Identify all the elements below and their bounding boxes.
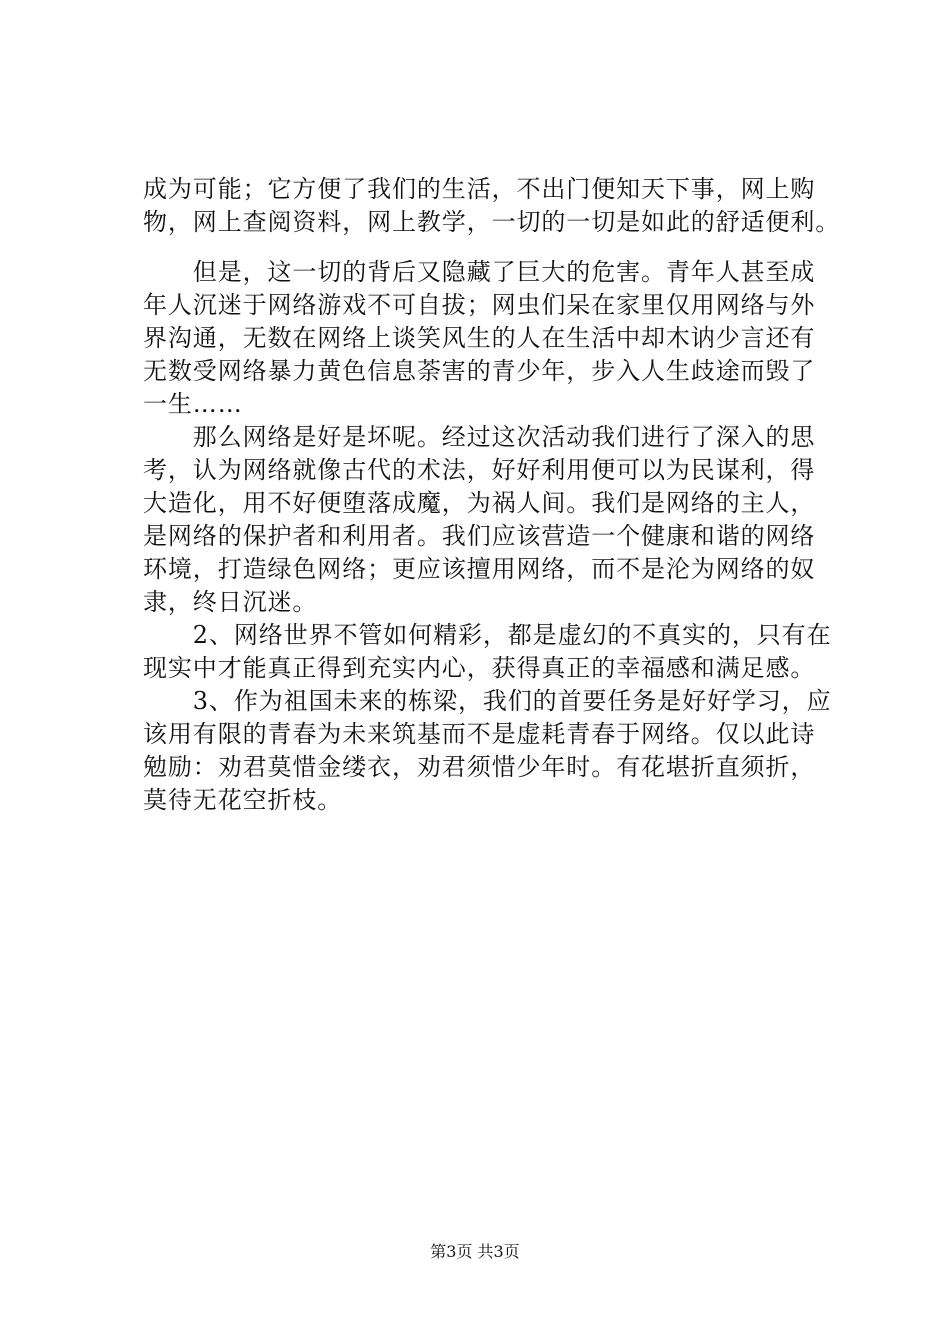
paragraph-gap: [143, 239, 843, 256]
text-line: 一生……: [143, 390, 243, 418]
text-line: 成为可能；它方便了我们的生活，不出门便知天下事，网上购: [143, 175, 816, 203]
text-line: 2、网络世界不管如何精彩，都是虚幻的不真实的，只有在: [143, 621, 832, 649]
document-body: [143, 173, 843, 817]
text-line: 莫待无花空折枝。: [143, 786, 343, 814]
text-line: 考，认为网络就像古代的术法，好好利用便可以为民谋利，得: [143, 456, 816, 484]
text-line: 物，网上查阅资料，网上教学，一切的一切是如此的舒适便利。: [143, 208, 841, 236]
text-line: 年人沉迷于网络游戏不可自拔；网虫们呆在家里仅用网络与外: [143, 291, 816, 319]
text-line: 3、作为祖国未来的栋梁，我们的首要任务是好好学习，应: [143, 687, 832, 715]
text-line: 无数受网络暴力黄色信息荼害的青少年，步入人生歧途而毁了: [143, 357, 816, 385]
text-line: 界沟通，无数在网络上谈笑风生的人在生活中却木讷少言还有: [143, 324, 816, 352]
text-line: 但是，这一切的背后又隐藏了巨大的危害。青年人甚至成: [143, 258, 816, 286]
text-line: 该用有限的青春为未来筑基而不是虚耗青春于网络。仅以此诗: [143, 720, 816, 748]
text-line: 环境，打造绿色网络；更应该擅用网络，而不是沦为网络的奴: [143, 555, 816, 583]
text-line: 那么网络是好是坏呢。经过这次活动我们进行了深入的思: [143, 423, 816, 451]
text-line: 隶，终日沉迷。: [143, 588, 318, 616]
text-line: 是网络的保护者和利用者。我们应该营造一个健康和谐的网络: [143, 522, 816, 550]
text-line: 大造化，用不好便堕落成魔，为祸人间。我们是网络的主人，: [143, 489, 816, 517]
text-line: 现实中才能真正得到充实内心，获得真正的幸福感和满足感。: [143, 654, 816, 682]
page-footer: 第3页 共3页: [430, 1242, 520, 1261]
text-line: 勉励：劝君莫惜金缕衣，劝君须惜少年时。有花堪折直须折，: [143, 753, 816, 781]
